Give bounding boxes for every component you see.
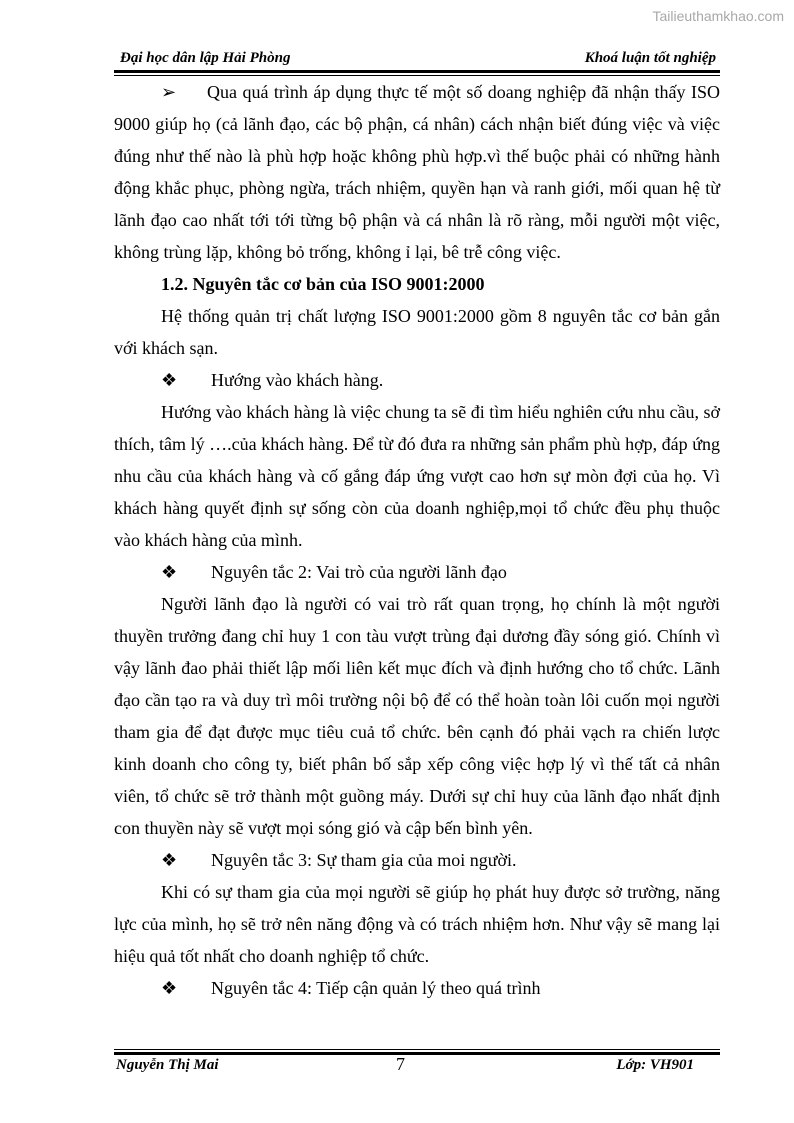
paragraph-involvement: Khi có sự tham gia của mọi người sẽ giúp họ phát huy được sở trường, năng lực của mình, họ sẽ trở nên năng động và có trách nhiệm hơn. Như vậy sẽ mang lại hiệu quả tốt nhất cho doanh nghiệp tổ chức. xyxy=(114,882,720,966)
principle-3-label: Nguyên tắc 3: Sự tham gia của moi người. xyxy=(211,850,517,870)
page-number: 7 xyxy=(396,1054,405,1074)
paragraph-leadership: Người lãnh đạo là người có vai trò rất quan trọng, họ chính là một người thuyền trưởng đang chỉ huy 1 con tàu vượt trùng đại dương đầy sóng gió. Chính vì vậy lãnh đao phải thiết lập mối liên kết mục đích và định hướng cho tổ chức. Lãnh đạo cần tạo ra và duy trì môi trường nội bộ để có thể hoàn toàn lôi cuốn mọi người tham gia để đạt được mục tiêu cuả tổ chức. bên cạnh đó phải vạch ra chiến lược kinh doanh cho công ty, biết phân bố sắp xếp công việc hợp lý vì thế tất cả nhân viên, tổ chức sẽ trở thành một guồng máy. Dưới sự chỉ huy của lãnh đạo nhất định con thuyền này sẽ vượt mọi sóng gió và cập bến bình yên. xyxy=(114,594,720,838)
page-header xyxy=(114,50,720,72)
footer-author: Nguyễn Thị Mai xyxy=(116,1057,219,1073)
header-rule xyxy=(114,70,720,73)
page-body xyxy=(114,76,720,1004)
paragraph-customer-focus: Hướng vào khách hàng là việc chung ta sẽ đi tìm hiểu nghiên cứu nhu cầu, sở thích, tâm lý ….của khách hàng. Để từ đó đưa ra những sản phẩm phù hợp, đáp ứng nhu cầu của khách hàng và cố gắng đáp ứng vượt cao hơn sự mòn đợi của họ. Vì khách hàng quyết định sự sống còn của doanh nghiệp,mọi tổ chức đều phụ thuộc vào khách hàng của mình. xyxy=(114,402,720,550)
diamond-bullet-icon: ❖ xyxy=(161,370,178,390)
principle-2-label: Nguyên tắc 2: Vai trò của người lãnh đạo xyxy=(211,562,507,582)
diamond-bullet-icon: ❖ xyxy=(161,978,178,998)
header-university: Đại học dân lập Hải Phòng xyxy=(120,50,291,66)
footer-rule xyxy=(114,1052,720,1055)
paragraph-iso-benefits xyxy=(114,76,720,268)
principle-1 xyxy=(114,364,720,396)
paragraph-iso-benefits-text: Qua quá trình áp dụng thực tế một số doang nghiệp đã nhận thấy ISO 9000 giúp họ (cả lãnh đạo, các bộ phận, cá nhân) cách nhận biết đúng việc và việc đúng như thế nào là phù hợp hoặc không phù hợp.vì thế buộc phải có những hành động khắc phục, phòng ngừa, trách nhiệm, quyền hạn và ranh giới, mối quan hệ từ lãnh đạo cao nhất tới tới từng bộ phận và cá nhân là rõ ràng, mỗi người một việc, không trùng lặp, không bỏ trống, không ỉ lại, bê trễ công việc. xyxy=(114,82,720,262)
diamond-bullet-icon: ❖ xyxy=(161,850,178,870)
section-heading: 1.2. Nguyên tắc cơ bản của ISO 9001:2000 xyxy=(161,274,485,294)
footer-rule-thin xyxy=(114,1049,720,1050)
footer-class: Lớp: VH901 xyxy=(616,1057,694,1073)
principle-1-label: Hướng vào khách hàng. xyxy=(211,370,384,390)
watermark: Tailieuthamkhao.com xyxy=(652,8,784,24)
paragraph-intro: Hệ thống quản trị chất lượng ISO 9001:2000 gồm 8 nguyên tắc cơ bản gắn với khách sạn. xyxy=(114,306,720,358)
principle-4 xyxy=(114,972,720,1004)
diamond-bullet-icon: ❖ xyxy=(161,562,178,582)
arrow-bullet-icon: ➢ xyxy=(161,82,177,102)
principle-4-label: Nguyên tắc 4: Tiếp cận quản lý theo quá trình xyxy=(211,978,541,998)
principle-3 xyxy=(114,844,720,876)
header-thesis-label: Khoá luận tốt nghiệp xyxy=(584,50,716,66)
principle-2 xyxy=(114,556,720,588)
